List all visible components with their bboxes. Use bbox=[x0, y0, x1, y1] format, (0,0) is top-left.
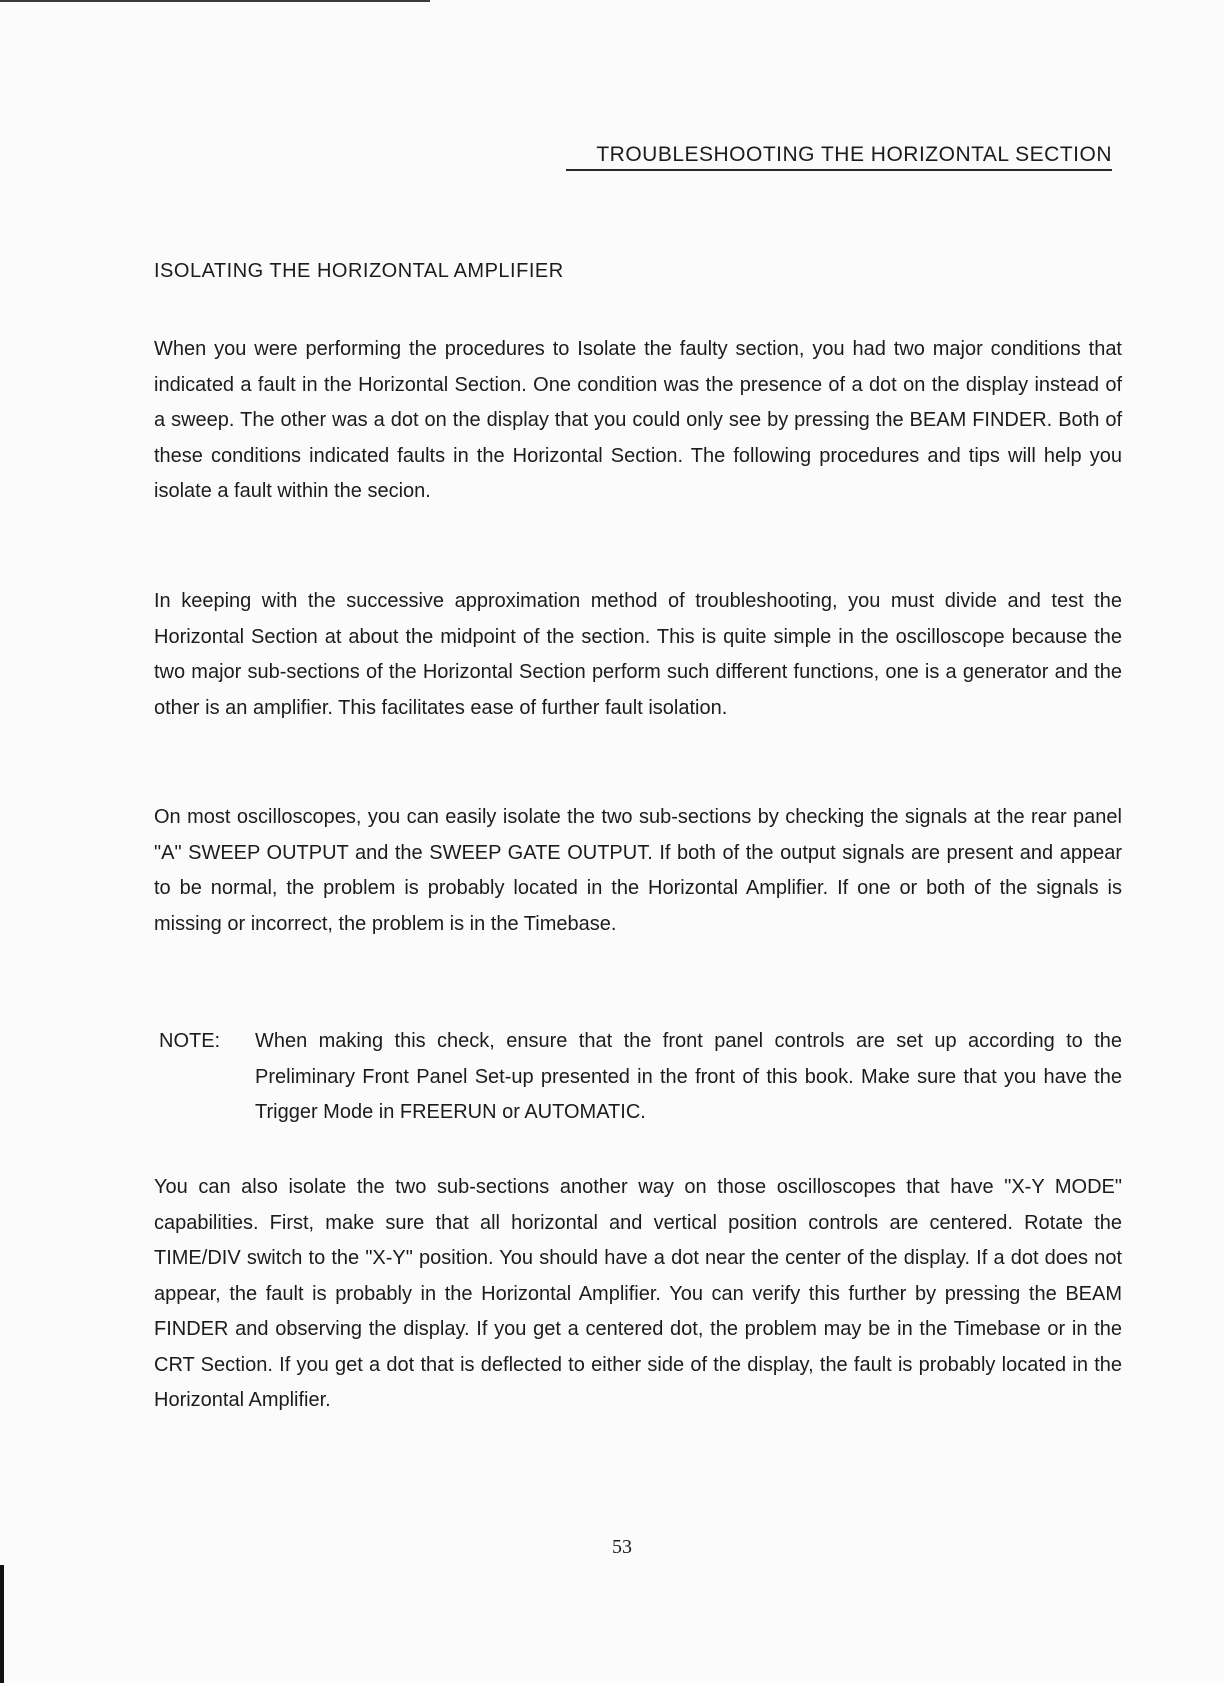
body-paragraph-4: You can also isolate the two sub-sections another way on those oscilloscopes that have "X-Y MODE" capabilities. First, make sure that all horizontal and vertical position controls are centered. Rotate the TIME/DIV switch to the "X-Y" position. You should have a dot near the center of the display. If a dot does not appear, the fault is probably in the Horizontal Amplifier. You can verify this further by pressing the BEAM FINDER and observing the display. If you get a centered dot, the problem may be in the Timebase or in the CRT Section. If you get a dot that is deflected to either side of the display, the fault is probably located in the Horizontal Amplifier. bbox=[154, 1176, 1122, 1411]
body-paragraph-1: When you were performing the procedures to Isolate the faulty section, you had two major conditions that indicated a fault in the Horizontal Section. One condition was the presence of a dot on the display instead of a sweep. The other was a dot on the display that you could only see by pressing the BEAM FINDER. Both of these conditions indicated faults in the Horizontal Section. The following procedures and tips will help you isolate a fault within the secion. bbox=[154, 338, 1122, 502]
page-number: 53 bbox=[612, 1536, 632, 1558]
body-paragraph-3: On most oscilloscopes, you can easily isolate the two sub-sections by checking the signals at the rear panel "A" SWEEP OUTPUT and the SWEEP GATE OUTPUT. If both of the output signals are present and appear to be normal, the problem is probably located in the Horizontal Amplifier. If one or both of the signals is missing or incorrect, the problem is in the Timebase. bbox=[154, 806, 1122, 935]
scan-edge-top-line bbox=[0, 0, 430, 2]
body-paragraph-2: In keeping with the successive approximation method of troubleshooting, you must divide and test the Horizontal Section at about the midpoint of the section. This is quite simple in the oscilloscope because the two major sub-sections of the Horizontal Section perform such different functions, one is a generator and the other is an amplifier. This facilitates ease of further fault isolation. bbox=[154, 590, 1122, 719]
section-heading: ISOLATING THE HORIZONTAL AMPLIFIER bbox=[154, 260, 564, 282]
note-label: NOTE: bbox=[159, 1030, 221, 1052]
scan-edge-left-mark bbox=[0, 1565, 4, 1683]
running-header: TROUBLESHOOTING THE HORIZONTAL SECTION bbox=[566, 143, 1112, 171]
note-text: When making this check, ensure that the front panel controls are set up according to the Preliminary Front Panel Set-up presented in the front of this book. Make sure that you have the Trigger Mode in FREERUN or AUTOMATIC. bbox=[255, 1030, 1122, 1123]
